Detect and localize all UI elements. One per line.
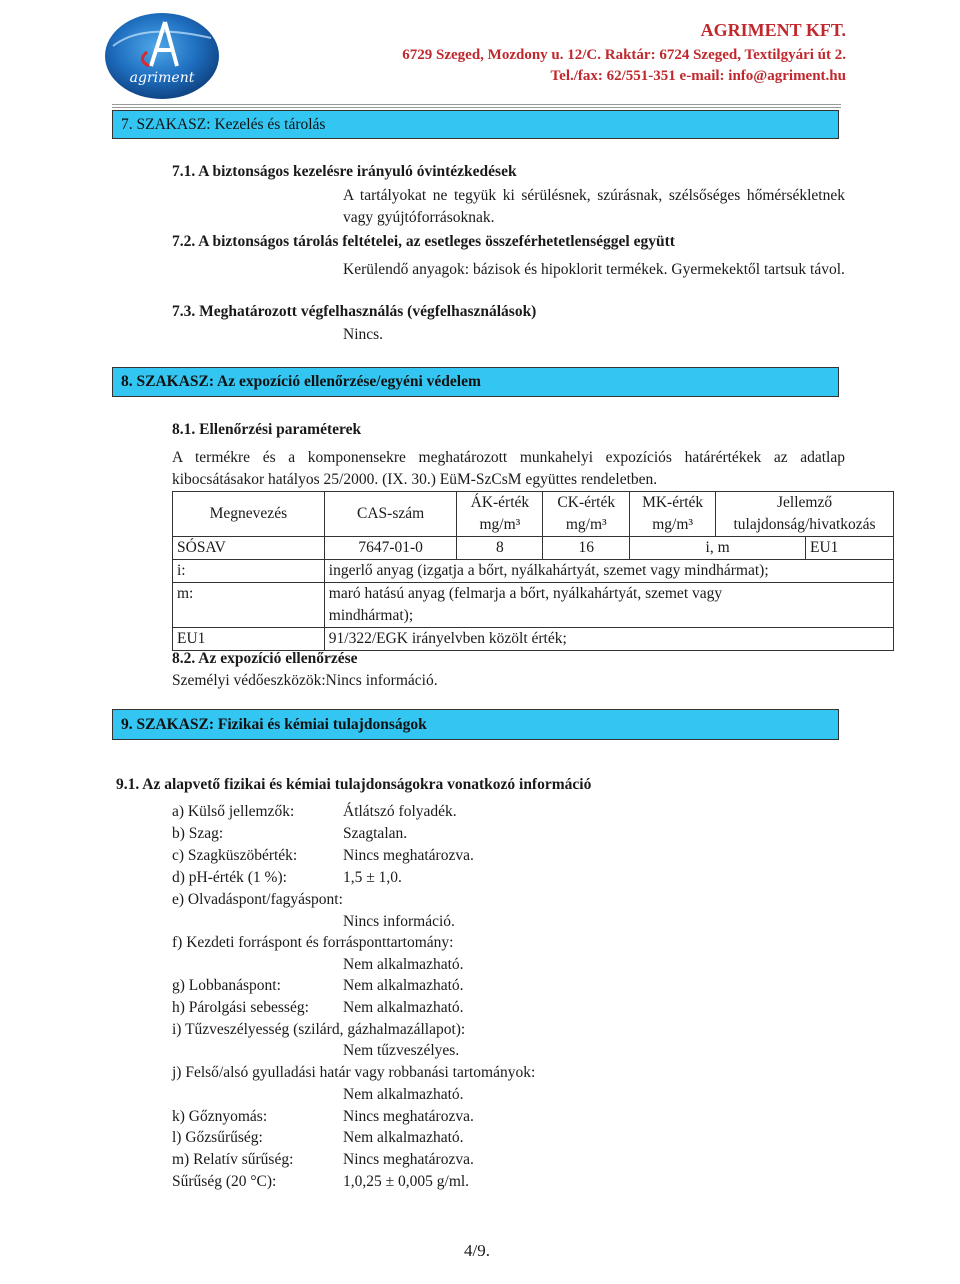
prop-value: Nem alkalmazható. — [343, 956, 464, 973]
exposure-table — [172, 491, 894, 651]
ak-label: ÁK-érték — [470, 494, 530, 511]
s71-text: A tartályokat ne tegyük ki sérülésnek, szúrásnak, szélsőséges hőmérsékletnek vagy gyújtóforrásoknak. — [343, 187, 845, 226]
prop-label: e) Olvadáspont/fagyáspont: — [172, 891, 343, 908]
prop-label: k) Gőznyomás: — [172, 1108, 268, 1125]
prop-label: c) Szagküszöbérték: — [172, 847, 298, 864]
cell-prop: EU1 — [806, 537, 894, 560]
table-row — [173, 583, 894, 628]
cell-mk: i, m — [630, 537, 806, 560]
col-header-cas: CAS-szám — [324, 492, 457, 537]
cell-cas: 7647-01-0 — [324, 537, 457, 560]
prop-value: Nincs információ. — [343, 913, 455, 930]
prop-label: Sűrűség (20 °C): — [172, 1173, 277, 1190]
s81-title: 8.1. Ellenőrzési paraméterek — [172, 421, 362, 438]
header-rule-2 — [112, 107, 841, 108]
s71-title: 7.1. A biztonságos kezelésre irányuló óvintézkedések — [172, 163, 517, 180]
s72-title: 7.2. A biztonságos tárolás feltételei, az esetleges összeférhetetlenséggel együtt — [172, 233, 675, 250]
note-value: 91/322/EGK irányelvben közölt érték; — [324, 628, 893, 651]
company-address: 6729 Szeged, Mozdony u. 12/C. Raktár: 6724 Szeged, Textilgyári út 2. — [402, 47, 846, 63]
prop-label: i) Tűzveszélyesség (szilárd, gázhalmazállapot): — [172, 1021, 466, 1038]
mk-unit: mg/m³ — [652, 516, 694, 533]
note-key: i: — [173, 560, 325, 583]
section7-title: 7. SZAKASZ: Kezelés és tárolás — [121, 115, 326, 133]
table-row — [173, 560, 894, 583]
prop-value: 1,5 ± 1,0. — [343, 869, 402, 886]
cell-name: SÓSAV — [173, 537, 325, 560]
section8-title: 8. SZAKASZ: Az expozíció ellenőrzése/egyéni védelem — [121, 373, 481, 390]
s73-text: Nincs. — [343, 326, 384, 343]
note-value: maró hatású anyag (felmarja a bőrt, nyálkahártyát, szemet vagy mindhármat); — [324, 583, 893, 628]
col-header-prop — [716, 492, 894, 537]
s82-title: 8.2. Az expozíció ellenőrzése — [172, 650, 358, 667]
s82-text: Személyi védőeszközök:Nincs információ. — [172, 672, 438, 689]
prop-label: a) Külső jellemzők: — [172, 803, 295, 820]
cell-ak: 8 — [457, 537, 543, 560]
company-name: AGRIMENT KFT. — [700, 20, 846, 40]
col-header-ak — [457, 492, 543, 537]
prop-label: l) Gőzsűrűség: — [172, 1129, 263, 1146]
company-contact: Tel./fax: 62/551-351 e-mail: info@agriment.hu — [550, 68, 846, 84]
prop-label: m) Relatív sűrűség: — [172, 1151, 294, 1168]
prop-label: h) Párolgási sebesség: — [172, 999, 309, 1016]
s81-text: A termékre és a komponensekre meghatározott munkahelyi expozíciós határértékek az adatlap kibocsátásakor hatályos 25/2000. (IX. 30.) EüM-SzCsM együttes rendeletben. — [172, 449, 845, 488]
col-header-name: Megnevezés — [173, 492, 325, 537]
section9-bar — [112, 709, 839, 740]
table-header-row — [173, 492, 894, 537]
prop-value: Átlátszó folyadék. — [343, 803, 457, 820]
prop-value: Nincs meghatározva. — [343, 1151, 474, 1168]
s72-text: Kerülendő anyagok: bázisok és hipoklorit termékek. Gyermekektől tartsuk távol. — [343, 261, 845, 278]
prop-label: j) Felső/alsó gyulladási határ vagy robbanási tartományok: — [172, 1064, 536, 1081]
table-row — [173, 537, 894, 560]
prop-value: Nem alkalmazható. — [343, 977, 464, 994]
table-row — [173, 628, 894, 651]
s91-title: 9.1. Az alapvető fizikai és kémiai tulajdonságokra vonatkozó információ — [116, 776, 592, 793]
cell-ck: 16 — [543, 537, 630, 560]
section8-bar — [112, 367, 839, 397]
ck-unit: mg/m³ — [565, 516, 607, 533]
section9-title: 9. SZAKASZ: Fizikai és kémiai tulajdonságok — [121, 715, 427, 733]
prop-label-2: tulajdonság/hivatkozás — [733, 516, 876, 533]
prop-value: Nem alkalmazható. — [343, 1129, 464, 1146]
agriment-logo — [103, 8, 221, 100]
prop-label: g) Lobbanáspont: — [172, 977, 281, 994]
prop-value: Nem alkalmazható. — [343, 999, 464, 1016]
col-header-mk — [630, 492, 716, 537]
prop-value: Szagtalan. — [343, 825, 408, 842]
prop-value: Nem alkalmazható. — [343, 1086, 464, 1103]
note-key: EU1 — [173, 628, 325, 651]
prop-label: b) Szag: — [172, 825, 224, 842]
note-key: m: — [173, 583, 325, 628]
ak-unit: mg/m³ — [479, 516, 521, 533]
prop-label: f) Kezdeti forráspont és forrásponttartomány: — [172, 934, 454, 951]
section7-bar — [112, 110, 839, 139]
prop-value: 1,0,25 ± 0,005 g/ml. — [343, 1173, 470, 1190]
mk-label: MK-érték — [642, 494, 704, 511]
header-rule — [112, 104, 841, 105]
prop-value: Nincs meghatározva. — [343, 847, 474, 864]
logo-text: agriment — [129, 70, 195, 86]
note-value: ingerlő anyag (izgatja a bőrt, nyálkahártyát, szemet vagy mindhármat); — [324, 560, 893, 583]
ck-label: CK-érték — [557, 494, 616, 511]
prop-value: Nincs meghatározva. — [343, 1108, 474, 1125]
page-number: 4/9. — [464, 1241, 490, 1260]
prop-label: d) pH-érték (1 %): — [172, 869, 287, 886]
prop-label-1: Jellemző — [776, 494, 833, 511]
col-header-ck — [543, 492, 630, 537]
prop-value: Nem tűzveszélyes. — [343, 1042, 460, 1059]
s73-title: 7.3. Meghatározott végfelhasználás (végfelhasználások) — [172, 303, 537, 320]
